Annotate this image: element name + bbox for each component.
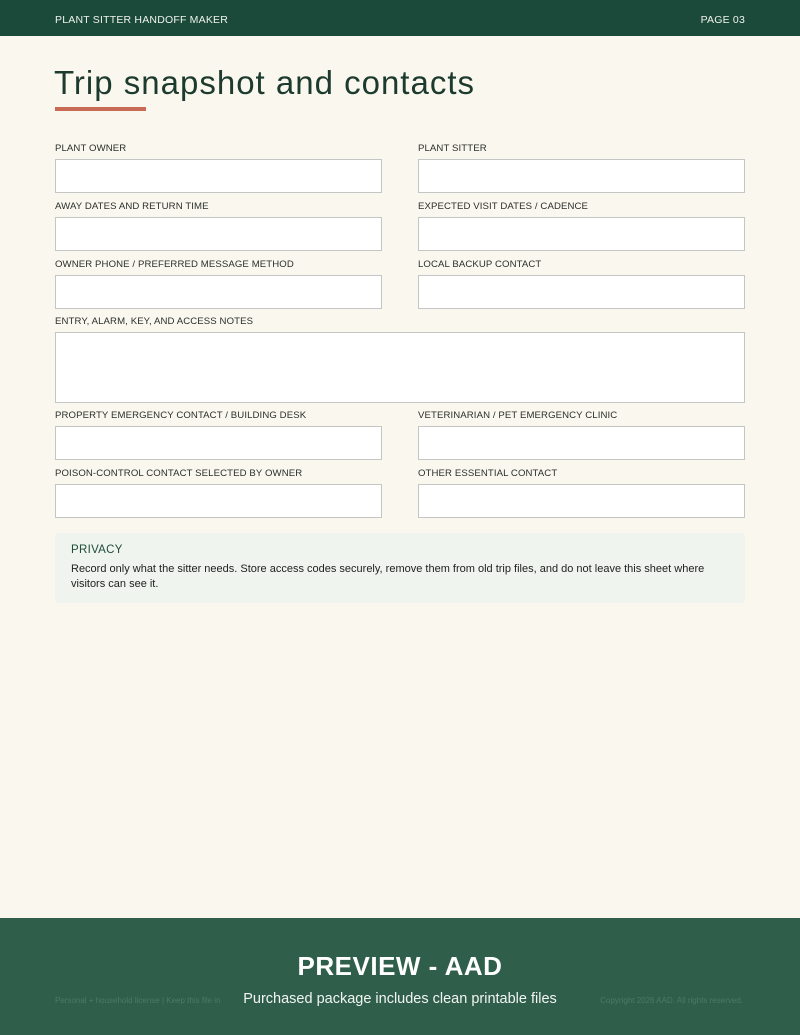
- plant-sitter-label: PLANT SITTER: [418, 143, 487, 154]
- plant-owner-label: PLANT OWNER: [55, 143, 127, 154]
- visit-dates-field[interactable]: [418, 217, 745, 251]
- owner-phone-label: OWNER PHONE / PREFERRED MESSAGE METHOD: [55, 259, 294, 270]
- copyright-text: Copyright 2026 AAD. All rights reserved.: [600, 996, 743, 1005]
- other-contact-field[interactable]: [418, 484, 745, 518]
- entry-notes-label: ENTRY, ALARM, KEY, AND ACCESS NOTES: [55, 316, 254, 327]
- privacy-note: [55, 533, 745, 603]
- preview-watermark-subtitle-text: Purchased package includes clean printable files: [239, 991, 561, 1007]
- license-text: Personal + household license | Keep this file in: [55, 996, 221, 1005]
- owner-phone-field[interactable]: [55, 275, 382, 309]
- plant-sitter-field[interactable]: [418, 159, 745, 193]
- away-dates-label: AWAY DATES AND RETURN TIME: [55, 201, 209, 212]
- entry-notes-field[interactable]: [55, 332, 745, 403]
- title-underline: [55, 107, 146, 111]
- plant-owner-field[interactable]: [55, 159, 382, 193]
- footer: [0, 918, 800, 1035]
- property-emergency-field[interactable]: [55, 426, 382, 460]
- header-bar: [0, 0, 800, 36]
- backup-contact-field[interactable]: [418, 275, 745, 309]
- visit-dates-label: EXPECTED VISIT DATES / CADENCE: [418, 201, 589, 212]
- property-emergency-label: PROPERTY EMERGENCY CONTACT / BUILDING DESK: [55, 410, 307, 421]
- page-number: PAGE 03: [700, 14, 745, 26]
- away-dates-field[interactable]: [55, 217, 382, 251]
- page-title: Trip snapshot and contacts: [54, 64, 476, 101]
- vet-clinic-label: VETERINARIAN / PET EMERGENCY CLINIC: [418, 410, 618, 421]
- preview-watermark-title: PREVIEW - AAD: [297, 951, 503, 981]
- other-contact-label: OTHER ESSENTIAL CONTACT: [418, 468, 558, 479]
- poison-control-field[interactable]: [55, 484, 382, 518]
- privacy-body: Record only what the sitter needs. Store access codes securely, remove them from old trip files, and do not leave this sheet where visitors can see it.: [71, 563, 705, 590]
- poison-control-label: POISON-CONTROL CONTACT SELECTED BY OWNER: [55, 468, 303, 479]
- backup-contact-label: LOCAL BACKUP CONTACT: [418, 259, 542, 270]
- privacy-heading: PRIVACY: [71, 544, 123, 556]
- vet-clinic-field[interactable]: [418, 426, 745, 460]
- preview-watermark-subtitle: [0, 991, 800, 1007]
- app-name: PLANT SITTER HANDOFF MAKER: [55, 14, 229, 26]
